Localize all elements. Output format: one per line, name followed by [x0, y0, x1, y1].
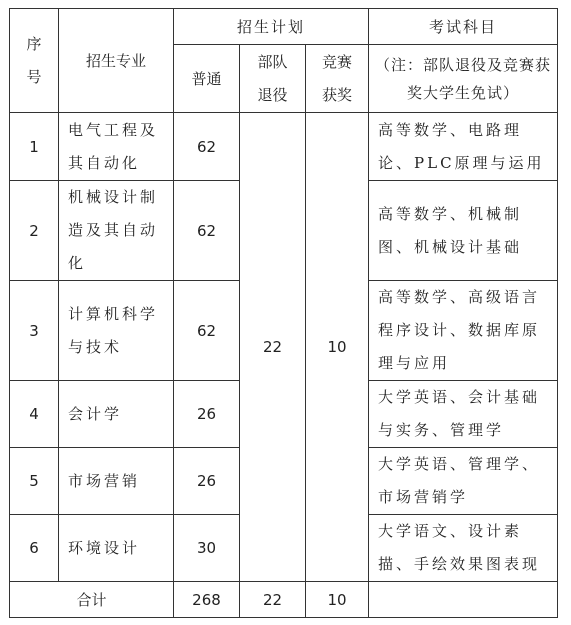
total-army: 22	[240, 582, 306, 618]
row-no: 4	[10, 381, 59, 448]
row-no: 6	[10, 515, 59, 582]
row-exam: 大学英语、管理学、市场营销学	[369, 448, 558, 515]
row-normal: 26	[174, 381, 240, 448]
row-exam: 大学语文、设计素描、手绘效果图表现	[369, 515, 558, 582]
header-row-1	[10, 9, 558, 45]
total-label: 合计	[10, 582, 174, 618]
row-normal: 30	[174, 515, 240, 582]
row-major: 环境设计	[59, 515, 174, 582]
header-normal: 普通	[174, 45, 240, 113]
header-contest	[306, 45, 369, 113]
header-exam-title: 考试科目	[369, 9, 558, 45]
row-no: 2	[10, 181, 59, 281]
contest-shared: 10	[306, 113, 369, 582]
header-army-bottom: 退役	[257, 85, 288, 104]
army-shared: 22	[240, 113, 306, 582]
enrollment-plan-table	[9, 8, 558, 618]
row-normal: 62	[174, 181, 240, 281]
row-major: 市场营销	[59, 448, 174, 515]
header-seq-bottom: 号	[26, 67, 42, 86]
header-army	[240, 45, 306, 113]
header-major: 招生专业	[59, 9, 174, 113]
total-normal: 268	[174, 582, 240, 618]
row-normal: 26	[174, 448, 240, 515]
total-contest: 10	[306, 582, 369, 618]
row-exam: 高等数学、高级语言程序设计、数据库原理与应用	[369, 281, 558, 381]
row-normal: 62	[174, 113, 240, 181]
total-row	[10, 582, 558, 618]
header-plan: 招生计划	[174, 9, 369, 45]
row-major: 机械设计制造及其自动化	[59, 181, 174, 281]
row-exam: 高等数学、机械制图、机械设计基础	[369, 181, 558, 281]
total-exam	[369, 582, 558, 618]
row-major: 计算机科学与技术	[59, 281, 174, 381]
row-normal: 62	[174, 281, 240, 381]
row-major: 会计学	[59, 381, 174, 448]
row-no: 5	[10, 448, 59, 515]
row-exam: 高等数学、电路理论、PLC原理与运用	[369, 113, 558, 181]
row-major: 电气工程及其自动化	[59, 113, 174, 181]
header-army-top: 部队	[257, 52, 288, 71]
row-no: 1	[10, 113, 59, 181]
table-row	[10, 113, 558, 181]
header-exam-note: （注：部队退役及竞赛获奖大学生免试）	[369, 45, 558, 113]
header-contest-bottom: 获奖	[322, 85, 353, 104]
row-no: 3	[10, 281, 59, 381]
header-seq	[10, 9, 59, 113]
header-contest-top: 竞赛	[322, 52, 353, 71]
row-exam: 大学英语、会计基础与实务、管理学	[369, 381, 558, 448]
enrollment-table-wrapper	[9, 8, 558, 618]
header-seq-top: 序	[26, 34, 42, 53]
